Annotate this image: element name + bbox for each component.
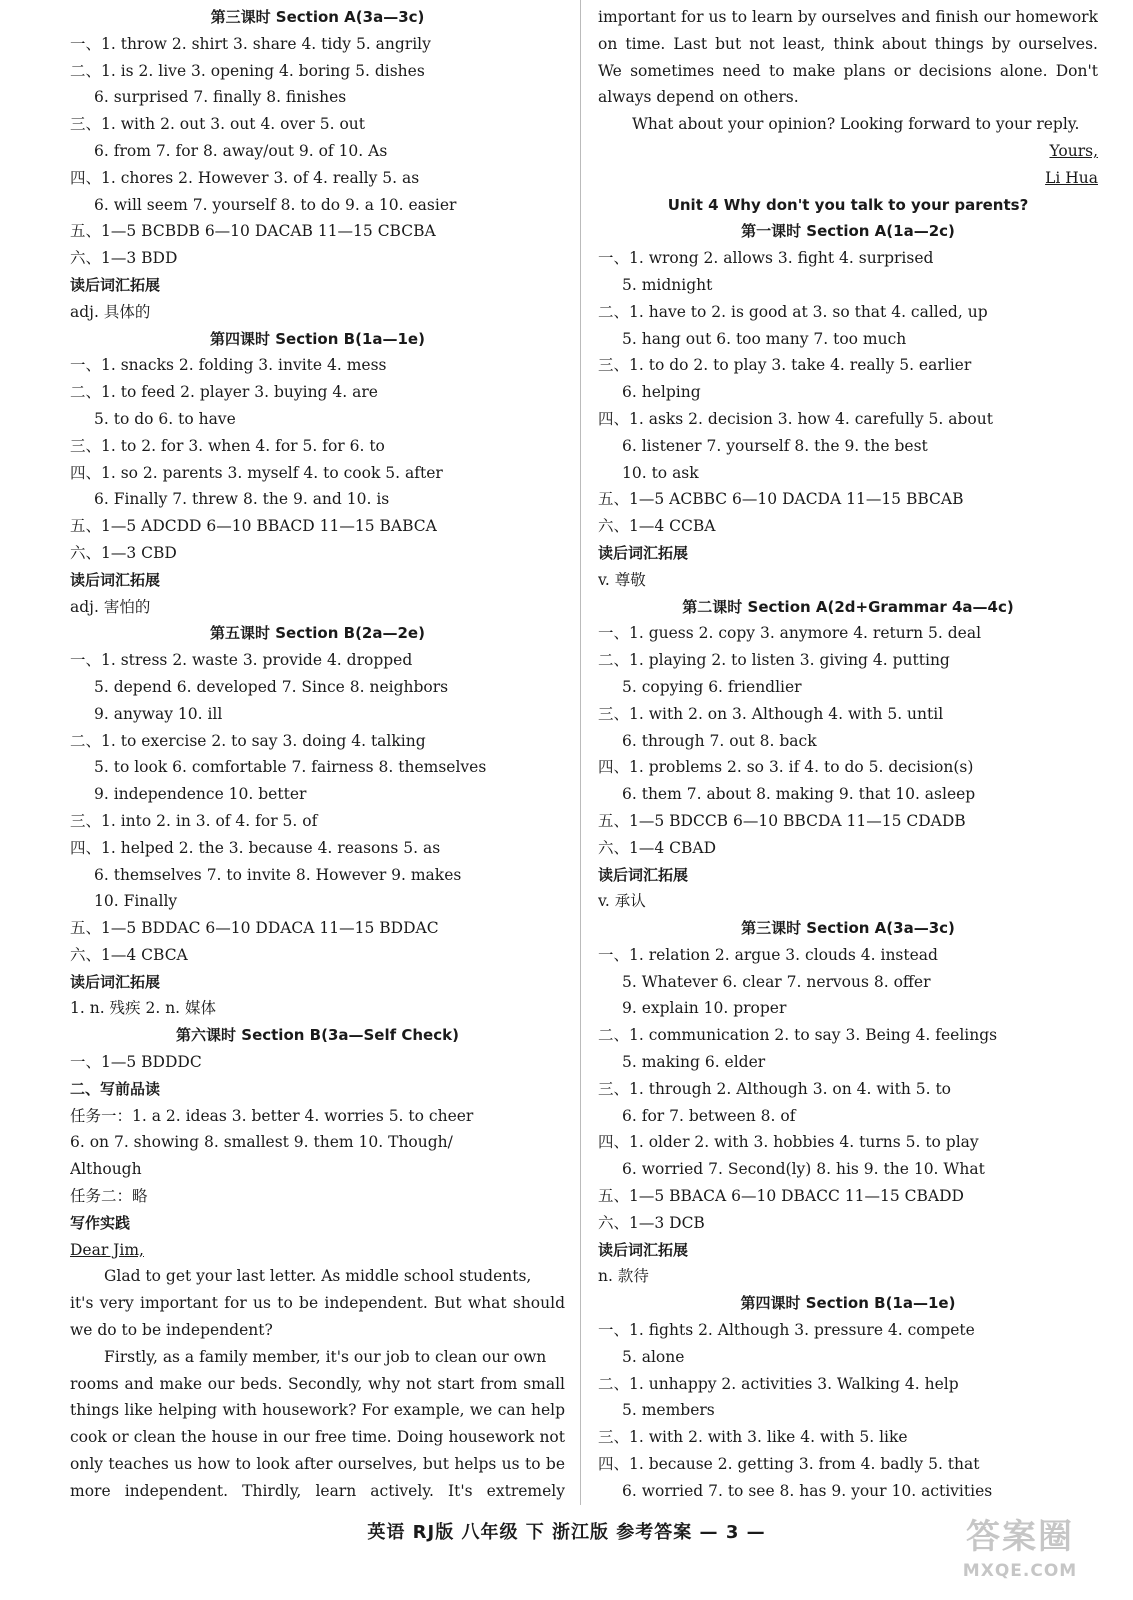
- right-column: [598, 4, 1098, 1505]
- answer-line: [598, 728, 1098, 755]
- answer-line: [70, 460, 565, 487]
- line-text: 第六课时 Section B(3a—Self Check): [176, 1026, 459, 1045]
- answer-line: [70, 1049, 565, 1076]
- answer-line: [598, 1183, 1098, 1210]
- line-text: 五、1—5 ACBBC 6—10 DACDA 11—15 BBCAB: [598, 490, 964, 509]
- subsection-label: [598, 862, 1098, 889]
- line-text: things like helping with housework? For example, we can help: [70, 1401, 565, 1420]
- line-text: 读后词汇拓展: [70, 570, 161, 589]
- watermark-url: MXQE.COM: [962, 1561, 1078, 1581]
- answer-line: [70, 84, 565, 111]
- line-text: We sometimes need to make plans or decisions alone. Don't: [598, 61, 1098, 80]
- line-text: 5. to do 6. to have: [94, 409, 236, 428]
- line-text: 10. to ask: [622, 463, 699, 482]
- line-text: 5. copying 6. friendlier: [622, 677, 802, 696]
- line-text: 五、1—5 ADCDD 6—10 BBACD 11—15 BABCA: [70, 517, 437, 536]
- answer-line: [598, 674, 1098, 701]
- line-text: 读后词汇拓展: [70, 275, 161, 294]
- answer-line: [70, 754, 565, 781]
- essay-line: [598, 58, 1098, 85]
- left-column: [70, 4, 565, 1505]
- section-heading: [70, 620, 565, 647]
- line-text: 二、1. is 2. live 3. opening 4. boring 5. dishes: [70, 61, 425, 80]
- answer-line: [598, 754, 1098, 781]
- line-text: 四、1. so 2. parents 3. myself 4. to cook 5. after: [70, 463, 443, 482]
- line-text: 读后词汇拓展: [70, 972, 161, 991]
- line-text: 任务一：1. a 2. ideas 3. better 4. worries 5. to cheer: [70, 1106, 474, 1125]
- answer-line: [598, 1049, 1098, 1076]
- line-text: 二、1. communication 2. to say 3. Being 4. feelings: [598, 1026, 998, 1045]
- line-text: 五、1—5 BDDAC 6—10 DDACA 11—15 BDDAC: [70, 919, 439, 938]
- answer-line: [598, 1210, 1098, 1237]
- answer-line: [598, 272, 1098, 299]
- line-text: 6. themselves 7. to invite 8. However 9. makes: [94, 865, 462, 884]
- line-text: 6. from 7. for 8. away/out 9. of 10. As: [94, 141, 388, 160]
- line-text: 六、1—3 DCB: [598, 1213, 705, 1232]
- line-text: 6. surprised 7. finally 8. finishes: [94, 88, 347, 107]
- line-text: What about your opinion? Looking forward to your reply.: [632, 115, 1080, 134]
- line-text: Unit 4 Why don't you talk to your parents?: [667, 195, 1029, 214]
- line-text: on time. Last but not least, think about things by ourselves.: [598, 34, 1098, 53]
- line-text: 第五课时 Section B(2a—2e): [210, 624, 425, 643]
- line-text: 6. for 7. between 8. of: [622, 1106, 796, 1125]
- answer-line: [598, 245, 1098, 272]
- subsection-label: [70, 1076, 565, 1103]
- answer-line: [70, 674, 565, 701]
- line-text: 5. Whatever 6. clear 7. nervous 8. offer: [622, 972, 931, 991]
- subsection-label: [70, 1210, 565, 1237]
- line-text: adj. 害怕的: [70, 597, 151, 616]
- line-text: 二、1. playing 2. to listen 3. giving 4. putting: [598, 651, 950, 670]
- watermark-title: 答案圈: [966, 1517, 1074, 1557]
- answer-line: [598, 647, 1098, 674]
- line-text: 读后词汇拓展: [598, 865, 689, 884]
- page-footer: 英语 RJ版 八年级 下 浙江版 参考答案 — 3 —: [367, 1522, 766, 1543]
- line-text: 一、1. wrong 2. allows 3. fight 4. surprised: [598, 249, 934, 268]
- line-text: only teaches us how to look after ourselves, but helps us to be: [70, 1455, 565, 1474]
- line-text: Although: [70, 1160, 142, 1179]
- line-text: 六、1—3 BDD: [70, 249, 178, 268]
- answer-line: [598, 460, 1098, 487]
- essay-line: [70, 1344, 565, 1371]
- line-text: 三、1. with 2. out 3. out 4. over 5. out: [70, 115, 366, 134]
- section-heading: [598, 192, 1098, 219]
- line-text: 6. them 7. about 8. making 9. that 10. asleep: [622, 785, 976, 804]
- line-text: Li Hua: [1045, 168, 1098, 187]
- line-text: 三、1. with 2. with 3. like 4. with 5. like: [598, 1428, 908, 1447]
- line-text: always depend on others.: [598, 88, 799, 107]
- answer-line: [70, 406, 565, 433]
- line-text: v. 承认: [598, 892, 646, 911]
- line-text: we do to be independent?: [70, 1321, 273, 1340]
- essay-line: [70, 1371, 565, 1398]
- essay-line: [70, 1451, 565, 1478]
- answer-line: [598, 1103, 1098, 1130]
- answer-line: [598, 1076, 1098, 1103]
- answer-line: [598, 942, 1098, 969]
- essay-line: [598, 31, 1098, 58]
- line-text: 四、1. older 2. with 3. hobbies 4. turns 5. to play: [598, 1133, 979, 1152]
- answer-line: [70, 1103, 565, 1130]
- answer-line: [70, 594, 565, 621]
- line-text: it's very important for us to be independent. But what should: [70, 1294, 565, 1313]
- answer-line: [598, 567, 1098, 594]
- line-text: 四、1. chores 2. However 3. of 4. really 5. as: [70, 168, 420, 187]
- essay-line: [70, 1397, 565, 1424]
- section-heading: [70, 1022, 565, 1049]
- line-text: 5. midnight: [622, 275, 713, 294]
- line-text: 二、写前品读: [70, 1079, 161, 1098]
- line-text: 五、1—5 BDCCB 6—10 BBCDA 11—15 CDADB: [598, 811, 966, 830]
- answer-line: [70, 888, 565, 915]
- watermark-logo: [930, 1515, 1110, 1595]
- essay-line: [598, 4, 1098, 31]
- subsection-label: [70, 272, 565, 299]
- answer-line: [70, 781, 565, 808]
- line-text: 一、1. stress 2. waste 3. provide 4. dropped: [70, 651, 413, 670]
- line-text: 六、1—4 CBAD: [598, 838, 717, 857]
- essay-line: [70, 1424, 565, 1451]
- answer-line: [70, 218, 565, 245]
- section-heading: [70, 326, 565, 353]
- line-text: 6. Finally 7. threw 8. the 9. and 10. is: [94, 490, 390, 509]
- line-text: Glad to get your last letter. As middle school students,: [104, 1267, 532, 1286]
- answer-line: [70, 728, 565, 755]
- subsection-label: [598, 540, 1098, 567]
- line-text: 5. alone: [622, 1347, 685, 1366]
- answer-line: [598, 1129, 1098, 1156]
- line-text: 一、1—5 BDDDC: [70, 1053, 202, 1072]
- line-text: 四、1. asks 2. decision 3. how 4. carefully 5. about: [598, 409, 993, 428]
- line-text: Yours,: [1049, 141, 1098, 160]
- answer-line: [598, 835, 1098, 862]
- section-heading: [598, 594, 1098, 621]
- essay-line: [70, 1263, 565, 1290]
- answer-line: [70, 299, 565, 326]
- answer-line: [70, 942, 565, 969]
- line-text: 6. through 7. out 8. back: [622, 731, 817, 750]
- answer-line: [70, 915, 565, 942]
- answer-line: [598, 1344, 1098, 1371]
- line-text: n. 款待: [598, 1267, 649, 1286]
- answer-line: [598, 1478, 1098, 1505]
- line-text: 一、1. throw 2. shirt 3. share 4. tidy 5. angrily: [70, 34, 431, 53]
- answer-line: [598, 1263, 1098, 1290]
- answer-line: [598, 781, 1098, 808]
- answer-line: [598, 808, 1098, 835]
- line-text: 一、1. snacks 2. folding 3. invite 4. mess: [70, 356, 387, 375]
- section-heading: [598, 218, 1098, 245]
- line-text: 四、1. because 2. getting 3. from 4. badly 5. that: [598, 1455, 980, 1474]
- line-text: 任务二：略: [70, 1187, 148, 1206]
- answer-line: [598, 406, 1098, 433]
- answer-line: [598, 165, 1098, 192]
- line-text: Firstly, as a family member, it's our job to clean our own: [104, 1347, 547, 1366]
- answer-line: [70, 1237, 565, 1264]
- answer-line: [70, 995, 565, 1022]
- answer-line: [598, 1451, 1098, 1478]
- answer-line: [598, 299, 1098, 326]
- essay-line: [70, 1290, 565, 1317]
- line-text: important for us to learn by ourselves and finish our homework: [598, 8, 1098, 26]
- answer-line: [70, 647, 565, 674]
- essay-line: [598, 111, 1098, 138]
- answer-line: [598, 1317, 1098, 1344]
- answer-line: [598, 433, 1098, 460]
- line-text: 三、1. to do 2. to play 3. take 4. really 5. earlier: [598, 356, 972, 375]
- line-text: 四、1. problems 2. so 3. if 4. to do 5. decision(s): [598, 758, 974, 777]
- section-heading: [598, 1290, 1098, 1317]
- line-text: 一、1. guess 2. copy 3. anymore 4. return 5. deal: [598, 624, 982, 643]
- line-text: 三、1. with 2. on 3. Although 4. with 5. until: [598, 704, 944, 723]
- line-text: 9. anyway 10. ill: [94, 704, 223, 723]
- answer-line: [598, 620, 1098, 647]
- answer-line: [598, 969, 1098, 996]
- line-text: 6. on 7. showing 8. smallest 9. them 10. Though/: [70, 1133, 453, 1152]
- line-text: 6. worried 7. Second(ly) 8. his 9. the 10. What: [622, 1160, 985, 1179]
- line-text: 9. explain 10. proper: [622, 999, 787, 1018]
- answer-line: [70, 379, 565, 406]
- answer-line: [70, 138, 565, 165]
- answer-line: [598, 513, 1098, 540]
- line-text: 二、1. to feed 2. player 3. buying 4. are: [70, 383, 378, 402]
- line-text: 第三课时 Section A(3a—3c): [741, 919, 955, 938]
- answer-line: [598, 888, 1098, 915]
- line-text: 第四课时 Section B(1a—1e): [210, 329, 425, 348]
- answer-line: [598, 84, 1098, 111]
- line-text: 三、1. to 2. for 3. when 4. for 5. for 6. to: [70, 436, 385, 455]
- line-text: 二、1. have to 2. is good at 3. so that 4. called, up: [598, 302, 988, 321]
- line-text: 三、1. through 2. Although 3. on 4. with 5. to: [598, 1079, 952, 1098]
- answer-line: [598, 1424, 1098, 1451]
- line-text: 二、1. unhappy 2. activities 3. Walking 4. help: [598, 1374, 959, 1393]
- answer-line: [70, 1183, 565, 1210]
- answer-line: [598, 379, 1098, 406]
- answer-line: [598, 1371, 1098, 1398]
- answer-line: [598, 138, 1098, 165]
- section-heading: [70, 4, 565, 31]
- subsection-label: [70, 969, 565, 996]
- answer-line: [70, 433, 565, 460]
- line-text: rooms and make our beds. Secondly, why not start from small: [70, 1374, 565, 1393]
- line-text: 第一课时 Section A(1a—2c): [741, 222, 955, 241]
- line-text: 5. members: [622, 1401, 715, 1420]
- line-text: 6. will seem 7. yourself 8. to do 9. a 10. easier: [94, 195, 457, 214]
- answer-line: [70, 808, 565, 835]
- answer-line: [598, 1397, 1098, 1424]
- line-text: 六、1—4 CBCA: [70, 945, 188, 964]
- line-text: 四、1. helped 2. the 3. because 4. reasons 5. as: [70, 838, 441, 857]
- line-text: 写作实践: [70, 1213, 131, 1232]
- answer-line: [70, 486, 565, 513]
- answer-line: [70, 513, 565, 540]
- line-text: cook or clean the house in our free time. Doing housework not: [70, 1428, 565, 1447]
- line-text: 9. independence 10. better: [94, 785, 307, 804]
- line-text: 6. listener 7. yourself 8. the 9. the best: [622, 436, 928, 455]
- line-text: Dear Jim,: [70, 1240, 144, 1259]
- line-text: 10. Finally: [94, 892, 178, 911]
- line-text: 六、1—4 CCBA: [598, 517, 716, 536]
- answer-line: [598, 486, 1098, 513]
- answer-line: [70, 701, 565, 728]
- subsection-label: [70, 567, 565, 594]
- section-heading: [598, 915, 1098, 942]
- answer-line: [70, 862, 565, 889]
- answer-line: [70, 540, 565, 567]
- line-text: 第三课时 Section A(3a—3c): [210, 8, 425, 26]
- line-text: 三、1. into 2. in 3. of 4. for 5. of: [70, 811, 318, 830]
- answer-line: [70, 58, 565, 85]
- line-text: more independent. Thirdly, learn actively. It's extremely: [70, 1481, 565, 1500]
- line-text: 5. depend 6. developed 7. Since 8. neighbors: [94, 677, 449, 696]
- line-text: 一、1. relation 2. argue 3. clouds 4. instead: [598, 945, 938, 964]
- line-text: 6. helping: [622, 383, 701, 402]
- answer-line: [70, 1317, 565, 1344]
- answer-line: [598, 995, 1098, 1022]
- line-text: 二、1. to exercise 2. to say 3. doing 4. talking: [70, 731, 426, 750]
- subsection-label: [598, 1237, 1098, 1264]
- line-text: 读后词汇拓展: [598, 1240, 689, 1259]
- answer-line: [70, 245, 565, 272]
- line-text: 第四课时 Section B(1a—1e): [740, 1294, 956, 1313]
- line-text: 一、1. fights 2. Although 3. pressure 4. compete: [598, 1321, 975, 1340]
- answer-line: [70, 165, 565, 192]
- essay-line: [70, 1478, 565, 1505]
- answer-line: [598, 352, 1098, 379]
- answer-line: [70, 111, 565, 138]
- column-divider: [580, 0, 581, 1505]
- answer-line: [70, 1156, 565, 1183]
- line-text: 5. making 6. elder: [622, 1053, 766, 1072]
- line-text: 六、1—3 CBD: [70, 543, 177, 562]
- answer-line: [70, 352, 565, 379]
- answer-line: [598, 701, 1098, 728]
- line-text: 5. to look 6. comfortable 7. fairness 8. themselves: [94, 758, 487, 777]
- line-text: 读后词汇拓展: [598, 543, 689, 562]
- line-text: adj. 具体的: [70, 302, 151, 321]
- line-text: 6. worried 7. to see 8. has 9. your 10. activities: [622, 1481, 993, 1500]
- answer-line: [598, 1156, 1098, 1183]
- answer-line: [598, 1022, 1098, 1049]
- line-text: 第二课时 Section A(2d+Grammar 4a—4c): [682, 597, 1014, 616]
- line-text: 1. n. 残疾 2. n. 媒体: [70, 999, 217, 1018]
- line-text: v. 尊敬: [598, 570, 646, 589]
- line-text: 5. hang out 6. too many 7. too much: [622, 329, 907, 348]
- answer-line: [598, 326, 1098, 353]
- answer-line: [70, 192, 565, 219]
- answer-line: [70, 835, 565, 862]
- answer-line: [70, 1129, 565, 1156]
- line-text: 五、1—5 BBACA 6—10 DBACC 11—15 CBADD: [598, 1187, 964, 1206]
- answer-line: [70, 31, 565, 58]
- line-text: 五、1—5 BCBDB 6—10 DACAB 11—15 CBCBA: [70, 222, 436, 241]
